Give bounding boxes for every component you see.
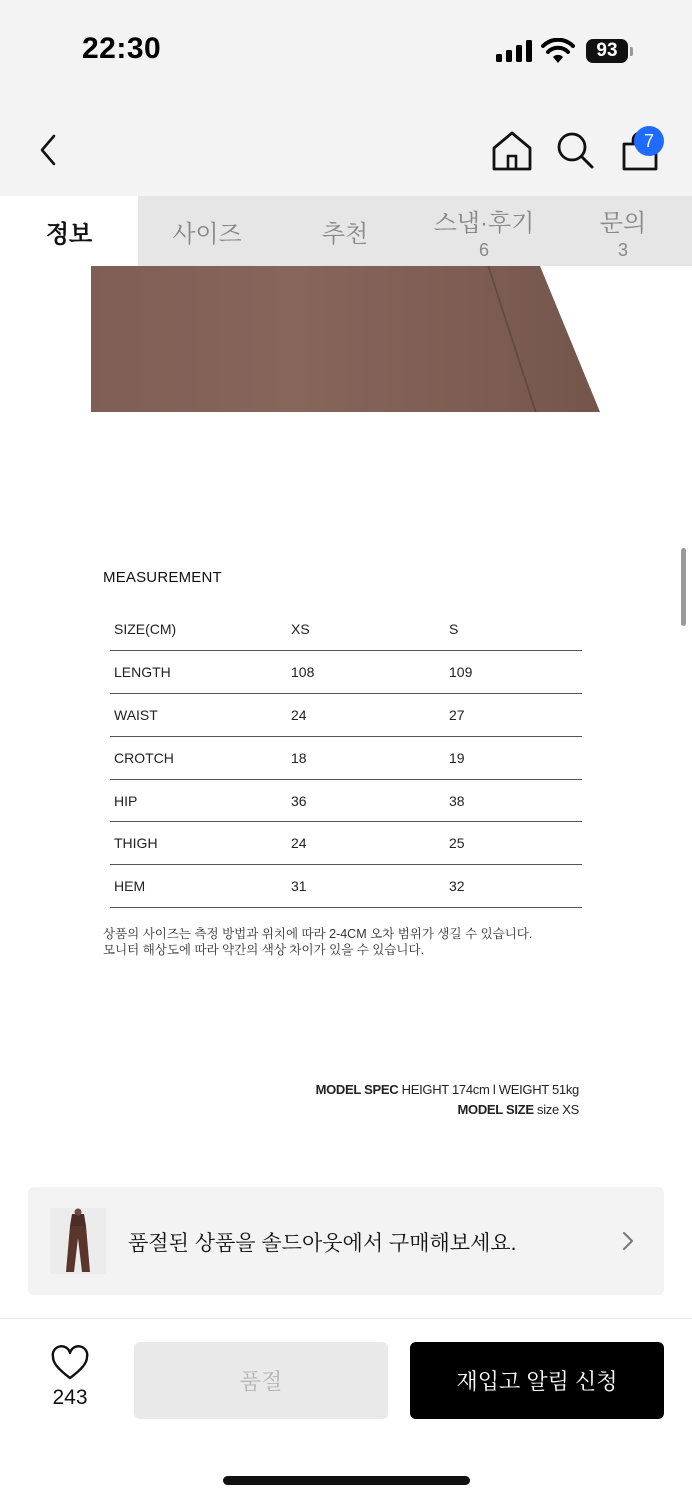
restock-alert-button[interactable]: 재입고 알림 신청 (410, 1342, 664, 1419)
heart-icon[interactable] (40, 1344, 100, 1384)
model-size-value: size XS (537, 1102, 579, 1117)
tab-count: 3 (617, 239, 628, 260)
table-row (110, 822, 582, 865)
tab-recommend[interactable] (276, 196, 414, 266)
scrollbar-thumb[interactable] (681, 548, 686, 626)
soldout-banner[interactable] (28, 1187, 664, 1295)
measurement-table (110, 608, 582, 908)
model-spec-label: MODEL SPEC (315, 1082, 399, 1097)
back-chevron-icon[interactable] (30, 130, 70, 170)
table-row (110, 779, 582, 822)
tab-count: 6 (478, 239, 489, 260)
tab-label: 추천 (321, 220, 369, 248)
table-cell: XS (274, 608, 432, 651)
fabric-seam (487, 266, 536, 412)
size-note-line: 모니터 해상도에 따라 약간의 색상 차이가 있을 수 있습니다. (103, 943, 425, 957)
model-spec-value: HEIGHT 174cm l WEIGHT 51kg (401, 1082, 579, 1097)
tab-snap-review[interactable] (414, 196, 554, 266)
table-cell: 109 (432, 651, 582, 694)
table-cell: 27 (432, 694, 582, 737)
search-icon[interactable] (555, 130, 595, 170)
table-cell: HEM (110, 865, 274, 908)
model-spec-line (316, 1080, 579, 1100)
tab-label: 정보 (45, 220, 93, 248)
table-header-row (110, 608, 582, 651)
model-size-line (316, 1100, 579, 1120)
table-cell: S (432, 608, 582, 651)
cart-count-badge: 7 (634, 126, 664, 156)
tab-label: 스냅·후기 (433, 209, 535, 237)
size-note-line: 상품의 사이즈는 측정 방법과 위치에 따라 2-4CM 오차 범위가 생길 수 있습니다. (103, 927, 533, 941)
table-cell: SIZE(CM) (110, 608, 274, 651)
product-detail-photo (91, 266, 600, 412)
table-cell: 32 (432, 865, 582, 908)
home-indicator (223, 1476, 470, 1485)
table-cell: 19 (432, 736, 582, 779)
app-header (0, 100, 692, 196)
table-cell: 31 (274, 865, 432, 908)
table-row (110, 694, 582, 737)
tab-label: 문의 (599, 209, 647, 237)
soldout-button[interactable]: 품절 (134, 1342, 388, 1419)
table-row (110, 865, 582, 908)
table-cell: 24 (274, 694, 432, 737)
product-thumbnail (50, 1208, 106, 1274)
table-cell: CROTCH (110, 736, 274, 779)
table-cell: HIP (110, 779, 274, 822)
like-count: 243 (52, 1386, 88, 1409)
table-cell: LENGTH (110, 651, 274, 694)
table-row (110, 651, 582, 694)
table-row (110, 736, 582, 779)
tab-info[interactable] (0, 196, 138, 266)
soldout-banner-text: 품절된 상품을 솔드아웃에서 구매해보세요. (128, 1232, 517, 1255)
chevron-right-icon (620, 1229, 636, 1253)
battery-tip (630, 47, 633, 56)
table-cell: THIGH (110, 822, 274, 865)
table-cell: 25 (432, 822, 582, 865)
size-notes (103, 926, 532, 958)
battery-indicator: 93 (586, 39, 628, 63)
bottom-bar-divider (0, 1318, 692, 1319)
product-tabs (0, 196, 692, 266)
table-cell: 108 (274, 651, 432, 694)
status-time: 22:30 (82, 32, 162, 65)
model-spec (316, 1080, 579, 1120)
model-size-label: MODEL SIZE (457, 1102, 534, 1117)
table-cell: 24 (274, 822, 432, 865)
status-bar (0, 0, 692, 100)
measurement-title: MEASUREMENT (103, 569, 222, 586)
table-cell: WAIST (110, 694, 274, 737)
table-cell: 18 (274, 736, 432, 779)
tab-size[interactable] (138, 196, 276, 266)
tab-inquiry[interactable] (554, 196, 692, 266)
table-cell: 36 (274, 779, 432, 822)
home-icon[interactable] (490, 130, 534, 172)
table-cell: 38 (432, 779, 582, 822)
wifi-icon (541, 38, 575, 64)
tab-label: 사이즈 (172, 220, 242, 248)
cellular-signal-icon (496, 40, 532, 62)
